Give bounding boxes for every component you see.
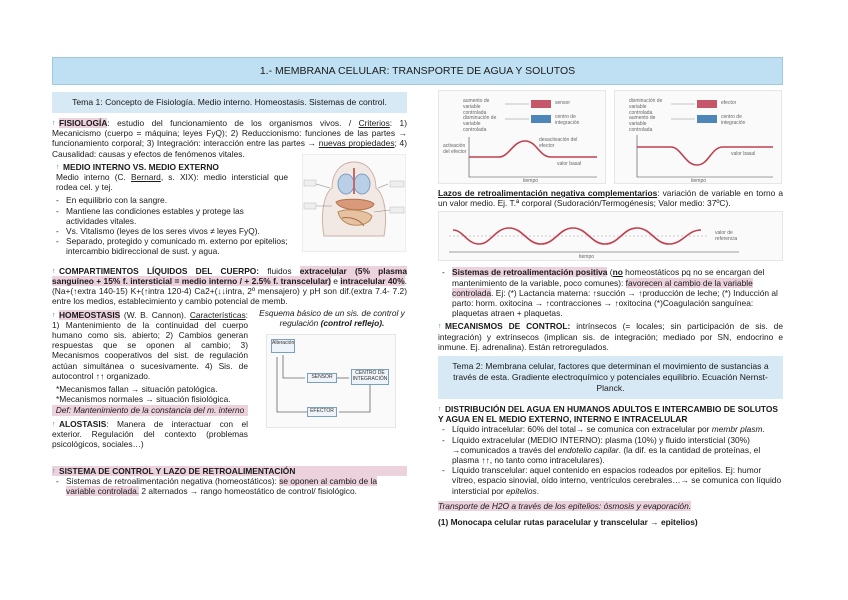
dist-b: .: [762, 424, 765, 435]
sistema-title-text: SISTEMA DE CONTROL Y LAZO DE RETROALIMENTACIÓN: [59, 465, 296, 476]
graph-label: valor de referencia: [715, 230, 738, 243]
list-item: [438, 465, 783, 496]
esquema-a: Esquema básico de un sis. de control y regulación: [259, 307, 405, 328]
medio-section: [52, 162, 407, 266]
dist-b: . (la dif. es la cantidad de proteínas, el plasma ↑↑, no tanto como intracelulares).: [452, 444, 761, 466]
oscillation-graph: [438, 211, 783, 261]
medio-text-b: , s. XIX): medio intersticial que rodea cel. y tej.: [56, 172, 289, 193]
graph-label: aumento de variable controlada: [463, 98, 490, 116]
graph-curve-right: [615, 91, 783, 185]
control-diagram: [266, 334, 396, 428]
mec-label: MECANISMOS DE CONTROL:: [445, 321, 571, 332]
pos-c: . Ej: (*) Lactancia materna: ↑succión → ↑producción de leche; (*) Inducción al parto: horm. oxitocina → ↑contracciones → ↑oxitocina (*)Coagulación sanguínea: plaquetas atraen + plaquetas.: [452, 287, 778, 319]
distribucion-list: [438, 424, 783, 495]
medio-title-text: MEDIO INTERNO VS. MEDIO EXTERNO: [63, 161, 219, 172]
marker-icon: ↑: [438, 323, 442, 331]
graph-box-label: centro de integración: [721, 114, 746, 126]
diagram-efector: EFECTOR: [307, 407, 337, 417]
alos-text: : Manera de interactuar con el exterior. Regulación del contexto (problemas psicológicos, sociales…): [52, 418, 248, 450]
marker-icon: ↑: [52, 267, 56, 275]
list-item: - Separado, protegido y comunicado m. externo por epitelios; intercambio bidireccional de sust. y agua.: [52, 236, 288, 256]
fisiologia-label: FISIOLOGÍA: [59, 118, 108, 128]
feedback-graph-left: [438, 90, 606, 184]
page-title: [52, 57, 783, 85]
graph-label: tiempo: [523, 178, 539, 184]
dist-title-text: DISTRIBUCIÓN DEL AGUA EN HUMANOS ADULTOS E INTERCAMBIO DE SOLUTOS Y AGUA EN EL MEDIO EXTERNO, INTERNO E INTRACELULAR: [438, 404, 778, 425]
nuevas-text: nuevas propiedades: [318, 138, 395, 149]
esquema-caption: [256, 308, 408, 328]
graph-box-label: centro de integración: [555, 114, 580, 126]
criterios-end: ; 4) Causalidad: causas y efectos de fenómenos vitales.: [52, 138, 407, 159]
medio-text: [52, 172, 288, 192]
tema1-heading: Tema 1: Concepto de Fisiología. Medio interno. Homeostasis. Sistemas de control.: [52, 92, 407, 113]
comp-a: fluidos: [259, 265, 300, 276]
graph-label: aumento de variable controlada: [629, 115, 656, 133]
graph-box-label: sensor: [555, 100, 571, 106]
compartimentos-paragraph: [52, 266, 407, 307]
dist-i: membr plasm: [711, 424, 763, 435]
bernard-text: Bernard: [131, 172, 161, 183]
meca2: *Mecanismos normales → situación fisiológica.: [56, 394, 231, 405]
medio-list: [52, 195, 288, 256]
marker-icon: ↑: [438, 406, 442, 414]
lazo-paragraph: [438, 188, 783, 208]
alos-label: ALOSTASIS: [59, 418, 107, 429]
pos-no: no: [612, 267, 623, 278]
graph-curve-left: [439, 91, 607, 185]
sistema-highlight: se oponen al cambio de la variable controlada.: [66, 475, 377, 497]
comp-b: e: [330, 276, 341, 287]
pos-a: (: [607, 267, 613, 278]
homeo-label: HOMEOSTASIS: [59, 309, 121, 320]
transport-caption: Transporte de H2O a través de los epitelios: ósmosis y evaporación.: [438, 500, 692, 511]
dist-b: .: [536, 485, 540, 496]
marker-icon: ↑: [56, 163, 60, 171]
list-item: [438, 424, 783, 434]
comp-highlight-1: extracelular (5% plasma sanguíneo + 15% f. intersticial = medio interno / + 2.5% f. transcelular): [52, 265, 407, 287]
pos-label: Sistemas de retroalimentación positiva: [452, 267, 608, 278]
dist-a: Líquido transcelular: aquel contenido en espacios rodeados por epitelios. Ej: humor vítreo, espacio sinovial, oído interno, ventrículos cerebrales…→ se comunica con líquido intersticial por: [452, 465, 782, 496]
homeo-a: (W. B. Cannon).: [120, 309, 190, 320]
compartimentos-label: COMPARTIMENTOS LÍQUIDOS DEL CUERPO:: [59, 265, 260, 276]
graph-label: tiempo: [691, 178, 707, 184]
alostasis-paragraph: [52, 419, 248, 450]
graph-box-label: efector: [721, 100, 737, 106]
graph-label: valor basal: [557, 161, 582, 167]
lazo-text: : variación de variable en torno a un valor medio. Ej. T.ª corporal (Sudoración/Termogénesis; Valor medio: 37ºC).: [438, 188, 783, 209]
fisiologia-text: : estudio del funcionamiento de los organismos vivos. /: [107, 118, 359, 128]
list-item: - Vs. Vitalismo (leyes de los seres vivos ≠ leyes FyQ).: [52, 226, 288, 236]
left-column: [52, 92, 407, 499]
diagram-sensor: SENSOR: [307, 373, 337, 383]
positive-list: [438, 267, 783, 318]
dist-a: Líquido intracelular: 60% del total→ se comunica con extracelular por: [452, 424, 712, 435]
diagram-alteracion: Alteración: [271, 339, 295, 353]
sistema-a: Sistemas de retroalimentación negativa (homeostáticos):: [66, 475, 280, 486]
feedback-graphs: [438, 90, 783, 186]
sistema-b: 2 alternados → rango homeostático de control/ fisiológico.: [139, 486, 357, 497]
caract-label: Características: [189, 309, 246, 320]
marker-icon: ↑: [52, 467, 56, 475]
list-item: - Mantiene las condiciones estables y protege las actividades vitales.: [52, 206, 288, 226]
fisiologia-paragraph: [52, 118, 407, 159]
graph-label: disminución de variable controlada: [463, 115, 497, 133]
marker-icon: ↑: [52, 420, 56, 428]
right-column: [438, 90, 783, 527]
homeostasis-paragraph: [52, 310, 248, 381]
graph-label: valor basal: [731, 151, 756, 157]
pos-b: homeostáticos pq no se encargan del mantenimiento de la variable, poco comunes):: [452, 267, 765, 288]
mecanismos-paragraph: [438, 321, 783, 352]
criterios-label: Criterios: [358, 118, 390, 128]
dist-a: Líquido extracelular (MEDIO INTERNO): plasma (10%) y fluido intersticial (30%) →comunicados a través del: [452, 434, 750, 455]
body-organs-illustration: [302, 154, 406, 252]
diagram-integracion: CENTRO DE INTEGRACIÓN: [351, 369, 389, 385]
comp-c: . (Na+(↑extra 140-15) K+(↑intra 120-4) Ca2+(↓↓intra, 2º mensajero) y pH son dif.(extra 7.4- 7.2) entre los medios, establecimiento y cambio potencial de memb.: [52, 276, 407, 307]
list-item: - En equilibrio con la sangre.: [52, 195, 288, 205]
list-item: [438, 435, 783, 466]
list-item: [52, 476, 407, 496]
distribucion-title: [438, 404, 783, 424]
criterios-text: : 1) Mecanicismo (cuerpo = máquina; leyes FyQ); 2) Reduccionismo: funciones de las partes → funcionamiento corporal; 3) Integración: interacción entre las partes →: [52, 118, 407, 149]
medio-text-a: Medio interno (C.: [56, 172, 126, 183]
medio-title: [52, 162, 288, 172]
lazo-label: Lazos de retroalimentación negativa complementarios: [438, 188, 658, 198]
graph-label: disminución de variable controlada: [629, 98, 663, 116]
dist-i: epitelios: [506, 485, 537, 496]
tema2-heading: Tema 2: Membrana celular, factores que determinan el movimiento de sustancias a través de esta. Gradiente electroquímico y potenciales equilibrio. Ecuación Nernst-Planck.: [438, 356, 783, 399]
definition: Def: Mantenimiento de la constancia del m. interno: [52, 405, 248, 415]
diagram-arrows: [267, 335, 397, 429]
graph-label: tiempo: [579, 254, 595, 261]
marker-icon: ↑: [52, 311, 56, 319]
list-item: [438, 267, 783, 318]
dist-i: endotelio capilar: [557, 444, 619, 455]
mec-text: intrínsecos (= locales; sin participación de sis. de integración) y extrínsecos (implican sis. de integración; mediado por SN, endocrino e inmune. Ej. adrenalina). Están retroregulados.: [438, 321, 783, 352]
esquema-b: (control reflejo).: [320, 317, 385, 328]
pos-highlight: favorecen al cambio de la variable controlada: [452, 277, 753, 298]
meca1: *Mecanismos fallan → situación patológica.: [56, 384, 218, 395]
homeostasis-section: [52, 307, 407, 468]
homeo-b: : 1) Mantenimiento de la continuidad del cuerpo humano como sis. abierto; 2) Cambios generan respuestas que se oponen al cambio; 3) Mecanismos cooperativos del sist. de regulación actúan simultánea o sucesivamente. 4) Sis. de autocontrol ↑↑ organizado.: [52, 309, 248, 381]
graph-label: activación del efector: [443, 143, 467, 155]
sistema-list: [52, 476, 407, 496]
page-title-text: 1.- MEMBRANA CELULAR: TRANSPORTE DE AGUA Y SOLUTOS: [259, 65, 576, 77]
comp-highlight-2: intracelular 40%: [340, 276, 405, 287]
graph-label: desactivación del efector: [539, 137, 578, 149]
feedback-graph-right: [614, 90, 782, 184]
marker-icon: ↑: [52, 120, 56, 127]
monocapa-text: (1) Monocapa celular rutas paracelular y transcelular → epitelios): [438, 517, 698, 528]
